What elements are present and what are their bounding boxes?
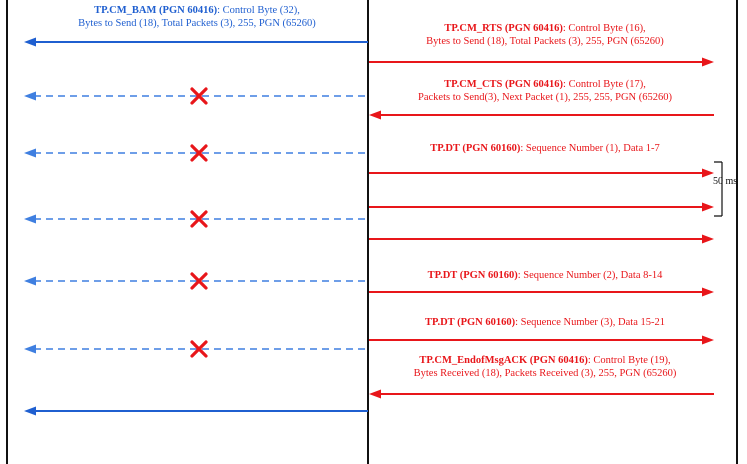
left-lifeline xyxy=(6,0,8,464)
right-lifeline xyxy=(736,0,738,464)
message-label-eom-ack-bold: TP.CM_EndofMsgACK (PGN 60416) xyxy=(419,355,588,366)
blocked-x-icon xyxy=(190,87,208,105)
message-arrow-dt-1 xyxy=(369,167,714,179)
message-label-eom-ack-rest: : Control Byte (19), xyxy=(587,355,671,366)
blocked-x-icon xyxy=(190,144,208,162)
blocked-x-icon xyxy=(190,272,208,290)
message-label-dt-2-rest: : Sequence Number (2), Data 8-14 xyxy=(517,270,663,281)
message-arrow-dt-3 xyxy=(369,334,714,346)
message-label-dt-1 xyxy=(375,142,715,155)
message-arrow-bam-2 xyxy=(24,405,368,417)
message-arrow-dt-1c xyxy=(369,233,714,245)
message-label-rts-line2: Bytes to Send (18), Total Packets (3), 255, PGN (65260) xyxy=(426,36,664,47)
message-label-bam-1-rest: : Control Byte (32), xyxy=(217,5,300,16)
message-label-bam-1-line2: Bytes to Send (18), Total Packets (3), 255, PGN (65260) xyxy=(78,18,316,29)
message-label-rts-rest: : Control Byte (16), xyxy=(562,23,646,34)
message-label-cts-line2: Packets to Send(3), Next Packet (1), 255, 255, PGN (65260) xyxy=(418,92,672,103)
message-label-rts-bold: TP.CM_RTS (PGN 60416) xyxy=(444,23,563,34)
message-label-dt-3-rest: : Sequence Number (3), Data 15-21 xyxy=(515,317,665,328)
message-arrow-eom-ack xyxy=(369,388,714,400)
message-label-rts xyxy=(375,22,715,48)
message-label-eom-ack-line2: Bytes Received (18), Packets Received (3), 255, PGN (65260) xyxy=(413,368,677,379)
message-arrow-cts xyxy=(369,109,714,121)
message-label-cts-rest: : Control Byte (17), xyxy=(563,79,646,90)
timing-brace xyxy=(712,160,726,223)
message-label-dt-1-bold: TP.DT (PGN 60160) xyxy=(430,143,521,154)
message-arrow-rts xyxy=(369,56,714,68)
message-label-cts-bold: TP.CM_CTS (PGN 60416) xyxy=(444,79,564,90)
message-label-dt-2 xyxy=(375,269,715,282)
blocked-x-icon xyxy=(190,340,208,358)
message-label-bam-1 xyxy=(27,4,367,30)
blocked-x-icon xyxy=(190,210,208,228)
message-arrow-bam-1 xyxy=(24,36,368,48)
message-label-bam-1-bold: TP.CM_BAM (PGN 60416) xyxy=(94,5,218,16)
message-label-cts xyxy=(375,78,715,104)
message-label-dt-3 xyxy=(375,316,715,329)
message-arrow-dt-2 xyxy=(369,286,714,298)
message-label-dt-3-bold: TP.DT (PGN 60160) xyxy=(424,317,516,328)
message-arrow-dt-1b xyxy=(369,201,714,213)
message-label-eom-ack xyxy=(375,354,715,380)
message-label-dt-1-rest: : Sequence Number (1), Data 1-7 xyxy=(520,143,660,154)
timing-label: 50 ms xyxy=(713,176,738,187)
message-label-dt-2-bold: TP.DT (PGN 60160) xyxy=(427,270,518,281)
